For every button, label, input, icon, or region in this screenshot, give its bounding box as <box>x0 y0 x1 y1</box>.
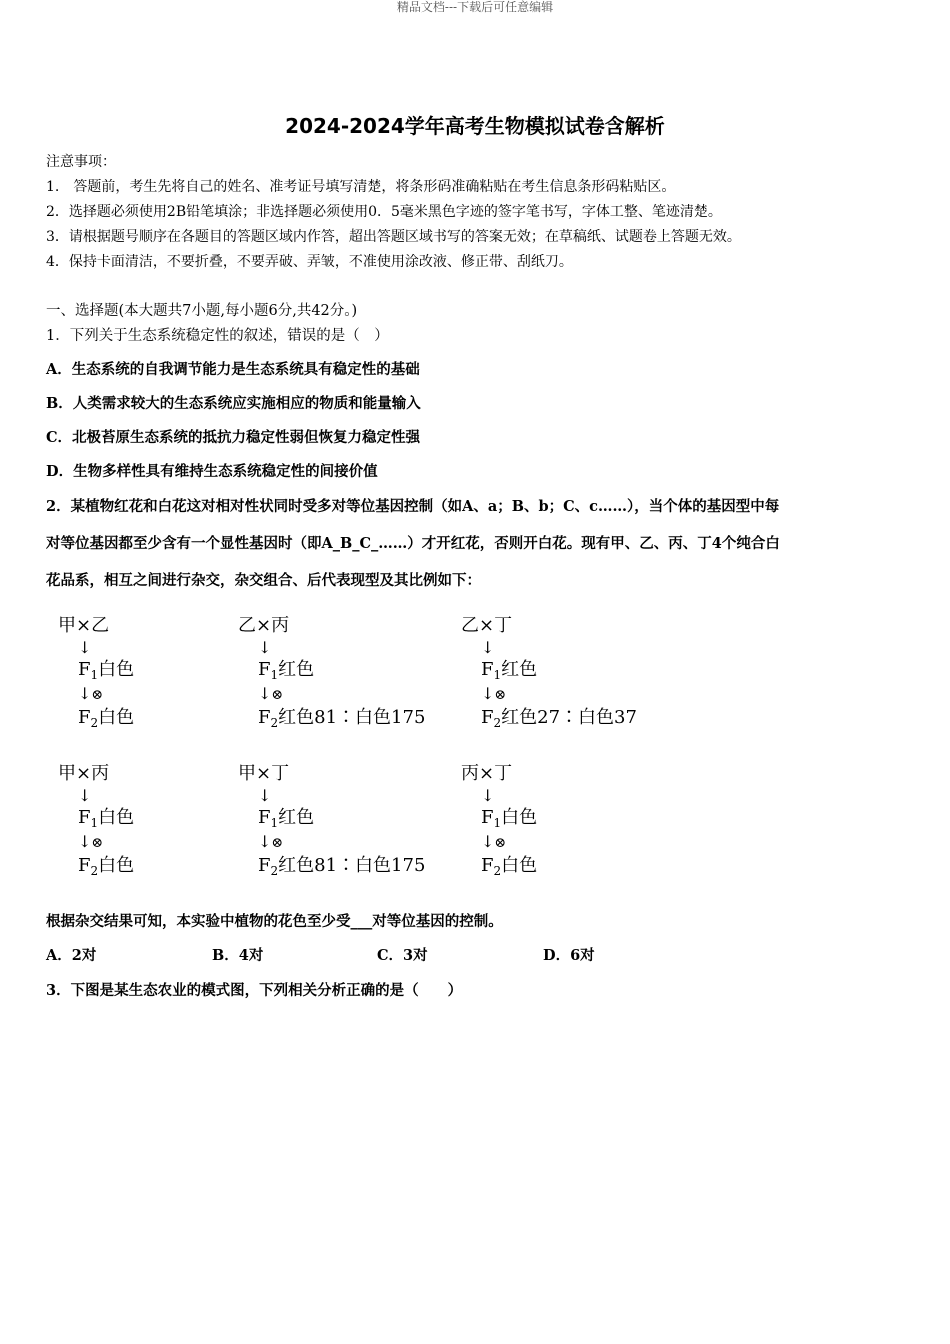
arrow-down-icon: ↓ <box>258 638 272 657</box>
arrow-down-icon: ↓ <box>258 786 272 805</box>
cross-f2: $F_2$白色 <box>481 855 538 878</box>
cross-f1: $F_1$白色 <box>78 807 135 830</box>
selfing-icon: ↓⊗ <box>258 684 284 703</box>
cross-f1: $F_1$红色 <box>258 659 315 682</box>
q2-stem-line-1: 2．某植物红花和白花这对相对性状同时受多对等位基因控制（如A、a；B、b；C、c……），当个体的基因型中每 <box>46 498 780 515</box>
q2-option-d: D．6对 <box>543 947 595 964</box>
q1-option-d: D．生物多样性具有维持生态系统稳定性的间接价值 <box>46 463 378 480</box>
q3-stem: 3．下图是某生态农业的模式图，下列相关分析正确的是（ ） <box>46 982 463 999</box>
q1-stem: 1．下列关于生态系统稳定性的叙述，错误的是（ ） <box>46 328 389 344</box>
cross-f1: $F_1$红色 <box>481 659 538 682</box>
arrow-down-icon: ↓ <box>78 786 92 805</box>
note-item-4: 4．保持卡面清洁，不要折叠，不要弄破、弄皱，不准使用涂改液、修正带、刮纸刀。 <box>46 254 573 270</box>
note-item-1: 1. 答题前，考生先将自己的姓名、准考证号填写清楚，将条形码准确粘贴在考生信息条形码粘贴区。 <box>46 179 676 195</box>
cross-f2: $F_2$红色81∶白色175 <box>258 855 426 878</box>
cross-parents: 甲×丙 <box>58 763 110 784</box>
selfing-icon: ↓⊗ <box>481 684 507 703</box>
q2-option-c: C．3对 <box>377 947 428 964</box>
q1-option-b: B．人类需求较大的生态系统应实施相应的物质和能量输入 <box>46 395 421 412</box>
arrow-down-icon: ↓ <box>481 786 495 805</box>
arrow-down-icon: ↓ <box>481 638 495 657</box>
cross-parents: 甲×丁 <box>238 763 290 784</box>
cross-parents: 丙×丁 <box>461 763 513 784</box>
cross-f2: $F_2$红色81∶白色175 <box>258 707 426 730</box>
q1-option-a: A．生态系统的自我调节能力是生态系统具有稳定性的基础 <box>46 361 420 378</box>
page-header-watermark: 精品文档---下载后可任意编辑 <box>396 0 554 14</box>
q1-option-c: C．北极苔原生态系统的抵抗力稳定性弱但恢复力稳定性强 <box>46 429 421 446</box>
cross-f2: $F_2$白色 <box>78 707 135 730</box>
q2-stem-line-2: 对等位基因都至少含有一个显性基因时（即A_B_C_……）才开红花，否则开白花。现有甲、乙、丙、丁4个纯合白 <box>46 535 780 552</box>
notes-heading: 注意事项： <box>46 154 116 170</box>
cross-parents: 乙×丙 <box>238 615 290 636</box>
selfing-icon: ↓⊗ <box>258 832 284 851</box>
note-item-3: 3．请根据题号顺序在各题目的答题区域内作答，超出答题区域书写的答案无效；在草稿纸、试题卷上答题无效。 <box>46 229 741 245</box>
q2-option-a: A．2对 <box>46 947 97 964</box>
cross-f1: $F_1$白色 <box>78 659 135 682</box>
cross-parents: 甲×乙 <box>58 615 110 636</box>
cross-f1: $F_1$白色 <box>481 807 538 830</box>
selfing-icon: ↓⊗ <box>481 832 507 851</box>
cross-f1: $F_1$红色 <box>258 807 315 830</box>
page-title: 2024-2024学年高考生物模拟试卷含解析 <box>285 114 665 138</box>
selfing-icon: ↓⊗ <box>78 684 104 703</box>
cross-parents: 乙×丁 <box>461 615 513 636</box>
cross-f2: $F_2$白色 <box>78 855 135 878</box>
q2-stem-line-3: 花品系，相互之间进行杂交，杂交组合、后代表现型及其比例如下： <box>46 572 481 589</box>
note-item-2: 2．选择题必须使用2B铅笔填涂；非选择题必须使用0．5毫米黑色字迹的签字笔书写，字体工整、笔迹清楚。 <box>46 204 722 220</box>
arrow-down-icon: ↓ <box>78 638 92 657</box>
selfing-icon: ↓⊗ <box>78 832 104 851</box>
section-heading: 一、选择题(本大题共7小题,每小题6分,共42分。) <box>46 303 358 319</box>
cross-f2: $F_2$红色27∶白色37 <box>481 707 637 730</box>
q2-conclusion: 根据杂交结果可知，本实验中植物的花色至少受___对等位基因的控制。 <box>46 913 503 930</box>
q2-option-b: B．4对 <box>212 947 264 964</box>
